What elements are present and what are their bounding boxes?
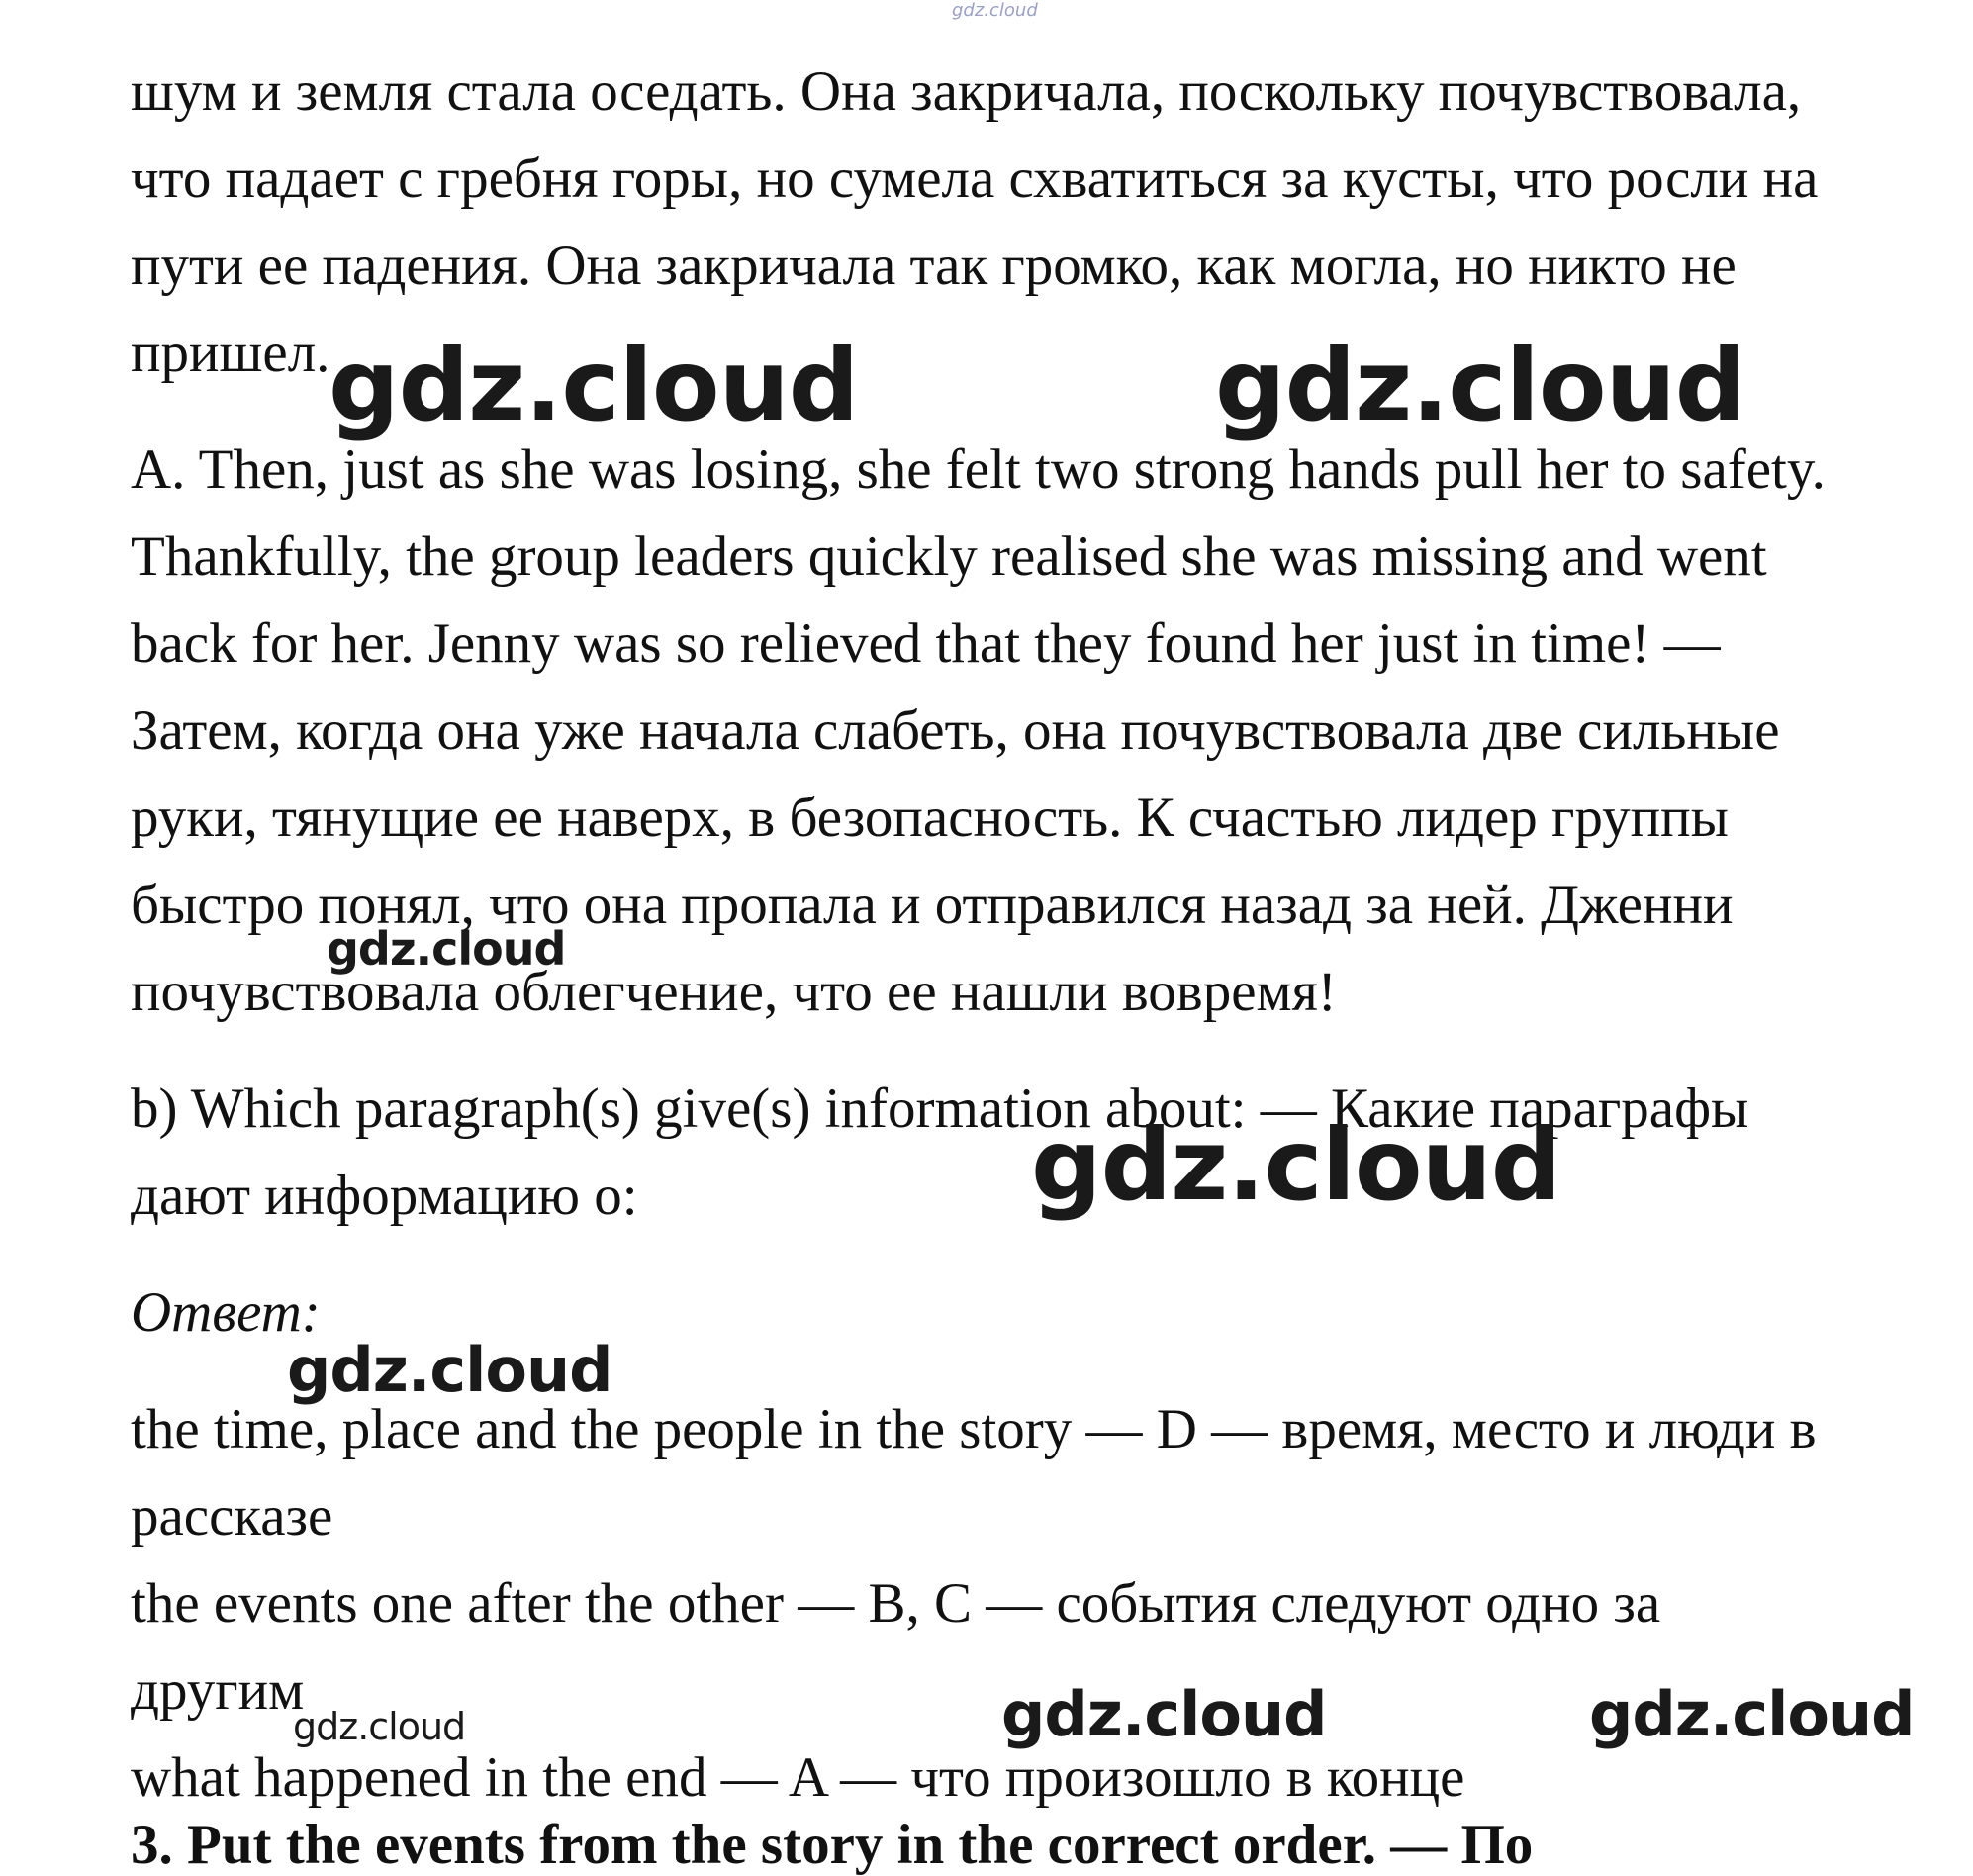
paragraph-a-line-6: быстро понял, что она пропала и отправился назад за ней. Дженни — [131, 874, 1734, 936]
top-watermark: gdz.cloud — [952, 0, 1038, 21]
watermark-4: gdz.cloud — [1031, 1107, 1561, 1223]
next-section-cut: 3. Put the events from the story in the correct order. — По — [131, 1814, 1534, 1876]
intro-line-3: пути ее падения. Она закричала так громко, как могла, но никто не — [131, 234, 1737, 297]
intro-line-1: шум и земля стала оседать. Она закричала, поскольку почувствовала, — [131, 60, 1802, 123]
watermark-1: gdz.cloud — [329, 328, 859, 443]
watermark-6: gdz.cloud — [293, 1705, 466, 1748]
watermark-7: gdz.cloud — [1001, 1678, 1327, 1750]
paragraph-a-line-7: почувствовала облегчение, что ее нашли вовремя! — [131, 961, 1337, 1023]
answer-line-2: рассказе — [131, 1485, 333, 1548]
answer-line-4: другим — [131, 1659, 305, 1722]
question-b-line-2: дают информацию о: — [131, 1165, 638, 1227]
paragraph-a-line-1: A. Then, just as she was losing, she felt two strong hands pull her to safety. — [131, 438, 1826, 501]
paragraph-a-line-3: back for her. Jenny was so relieved that they found her just in time! — — [131, 612, 1721, 675]
paragraph-a-line-4: Затем, когда она уже начала слабеть, она почувствовала две сильные — [131, 700, 1780, 762]
watermark-5: gdz.cloud — [287, 1334, 612, 1406]
intro-line-4: пришел. — [131, 322, 330, 384]
answer-line-3: the events one after the other — B, C — события следуют одно за — [131, 1572, 1661, 1635]
watermark-3: gdz.cloud — [327, 922, 566, 976]
watermark-8: gdz.cloud — [1589, 1678, 1915, 1750]
watermark-2: gdz.cloud — [1215, 328, 1745, 443]
answer-line-1: the time, place and the people in the story — D — время, место и люди в — [131, 1398, 1817, 1460]
intro-line-2: что падает с гребня горы, но сумела схватиться за кусты, что росли на — [131, 147, 1819, 210]
paragraph-a-line-2: Thankfully, the group leaders quickly realised she was missing and went — [131, 525, 1767, 588]
answer-line-5: what happened in the end — A — что произошло в конце — [131, 1746, 1465, 1809]
answer-label: Ответ: — [131, 1281, 321, 1344]
question-b-line-1: b) Which paragraph(s) give(s) information about: — Какие параграфы — [131, 1078, 1749, 1140]
paragraph-a-line-5: руки, тянущие ее наверх, в безопасность. К счастью лидер группы — [131, 787, 1729, 849]
